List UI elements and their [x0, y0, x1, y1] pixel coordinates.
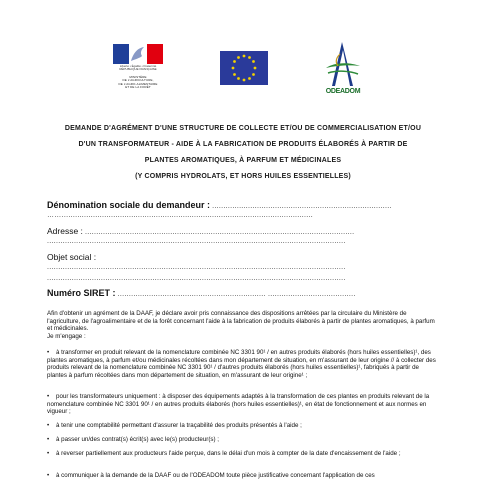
commitment-item	[47, 472, 439, 480]
commitment-text: à reverser partiellement aux producteurs l'aide perçue, dans le délai d'un mois à compter de la date d'encaissement de l'aide ;	[56, 450, 401, 457]
ministry-name	[108, 76, 168, 90]
title-line: PLANTES AROMATIQUES, À PARFUM ET MÉDICINALES	[144, 157, 342, 164]
header-logos	[0, 0, 480, 110]
siret-field[interactable]	[47, 288, 356, 298]
denomination-line-2[interactable]: ……................................................................................................................	[47, 212, 314, 219]
adresse-label: Adresse :	[47, 226, 83, 236]
commitment-item	[47, 436, 439, 444]
odeadom-wordmark: ODEADOM	[325, 88, 361, 95]
denomination-label: Dénomination sociale du demandeur :	[47, 200, 211, 210]
bullet-icon: •	[47, 393, 50, 400]
document-title	[60, 121, 426, 185]
marianne-flag-icon	[113, 44, 163, 64]
title-line: D'UN TRANSFORMATEUR - AIDE À LA FABRICATION DE PRODUITS ÉLABORÉS À PARTIR DE	[78, 141, 408, 148]
adresse-field[interactable]	[47, 226, 354, 236]
commitment-text: à transformer en produit relevant de la nomenclature combinée NC 3301 90¹ / en autres produits élaborés (hors huiles essentielles)¹, des plantes aromatiques, à parfum et/ou médicinales récoltées dans mon département de situation, en m'assurant de leur origine // à collecter des produits relevant de la nomenclature combinée NC 3301 90¹ / d'autres produits élaborés (hors huiles essentielles)¹, fabriqués à partir de plantes à parfum récoltées dans mon département de situation, en m'assurant de leur origine¹ ;	[47, 349, 436, 379]
eu-stars-icon	[220, 51, 268, 85]
siret-dots: .................................................................. .......................................	[117, 291, 356, 298]
bullet-icon: •	[47, 450, 50, 457]
bullet-icon: •	[47, 349, 50, 356]
objet-field	[47, 252, 96, 262]
bullet-icon: •	[47, 472, 50, 479]
ministry-line: MINISTÈRE	[129, 74, 147, 79]
ministry-line: DE L'AGRO-ALIMENTAIRE	[118, 81, 158, 86]
objet-line-2[interactable]: .....................................................................................................................................	[47, 275, 346, 282]
commitment-item	[47, 422, 439, 430]
engage-label: Je m'engage :	[47, 333, 86, 340]
intro-paragraph: Afin d'obtenir un agrément de la DAAF, je déclare avoir pris connaissance des dispositions arrêtées par la circulaire du Ministère de l'agriculture, de l'agroalimentaire et de la forêt concernant l'aide à la fabrication de produits élaborés à partir de plantes aromatiques, à parfum et médicinales.	[47, 310, 435, 333]
commitment-item	[47, 393, 439, 416]
motto-text: Liberté • Égalité • Fraternité	[119, 64, 157, 68]
commitment-item	[47, 349, 439, 379]
ministry-line: DE L'AGRICULTURE,	[122, 78, 154, 83]
republic-motto	[108, 65, 168, 72]
odeadom-logo	[320, 40, 366, 106]
republic-text: RÉPUBLIQUE FRANÇAISE	[119, 67, 157, 72]
odeadom-emblem-icon	[320, 40, 366, 90]
commitment-text: à communiquer à la demande de la DAAF ou de l'ODEADOM toute pièce justificative concernant l'application de ces	[56, 472, 375, 479]
ministry-logo	[108, 44, 168, 114]
commitment-text: à tenir une comptabilité permettant d'assurer la traçabilité des produits présentés à l'aide ;	[56, 422, 302, 429]
bullet-icon: •	[47, 422, 50, 429]
adresse-dots: ........................................................................................................................	[85, 229, 355, 236]
bullet-icon: •	[47, 436, 50, 443]
siret-label: Numéro SIRET :	[47, 288, 116, 298]
ministry-line: ET DE LA FORÊT	[125, 85, 151, 90]
denomination-dots: ................................................................................	[212, 203, 392, 210]
objet-label: Objet social :	[47, 252, 97, 262]
adresse-line-2[interactable]: .....................................................................................................................................	[47, 238, 346, 245]
commitment-item	[47, 450, 439, 458]
eu-flag-logo	[220, 51, 268, 85]
objet-line-1[interactable]: .....................................................................................................................................	[47, 264, 346, 271]
denomination-field[interactable]	[47, 200, 392, 210]
commitment-text: pour les transformateurs uniquement : à disposer des équipements adaptés à la transformation de ces plantes en produits relevant de la nomenclature combinée NC 3301 90¹ / en autres produits élaborés (hors huiles essentielles)¹, en état de fonctionnement et aux normes en vigueur ;	[47, 393, 430, 416]
title-line: (Y COMPRIS HYDROLATS, ET HORS HUILES ESSENTIELLES)	[135, 173, 351, 180]
commitment-text: à passer un/des contrat(s) écrit(s) avec le(s) producteur(s) ;	[56, 436, 219, 443]
title-line: DEMANDE D'AGRÉMENT D'UNE STRUCTURE DE COLLECTE ET/OU DE COMMERCIALISATION ET/OU	[64, 125, 422, 132]
